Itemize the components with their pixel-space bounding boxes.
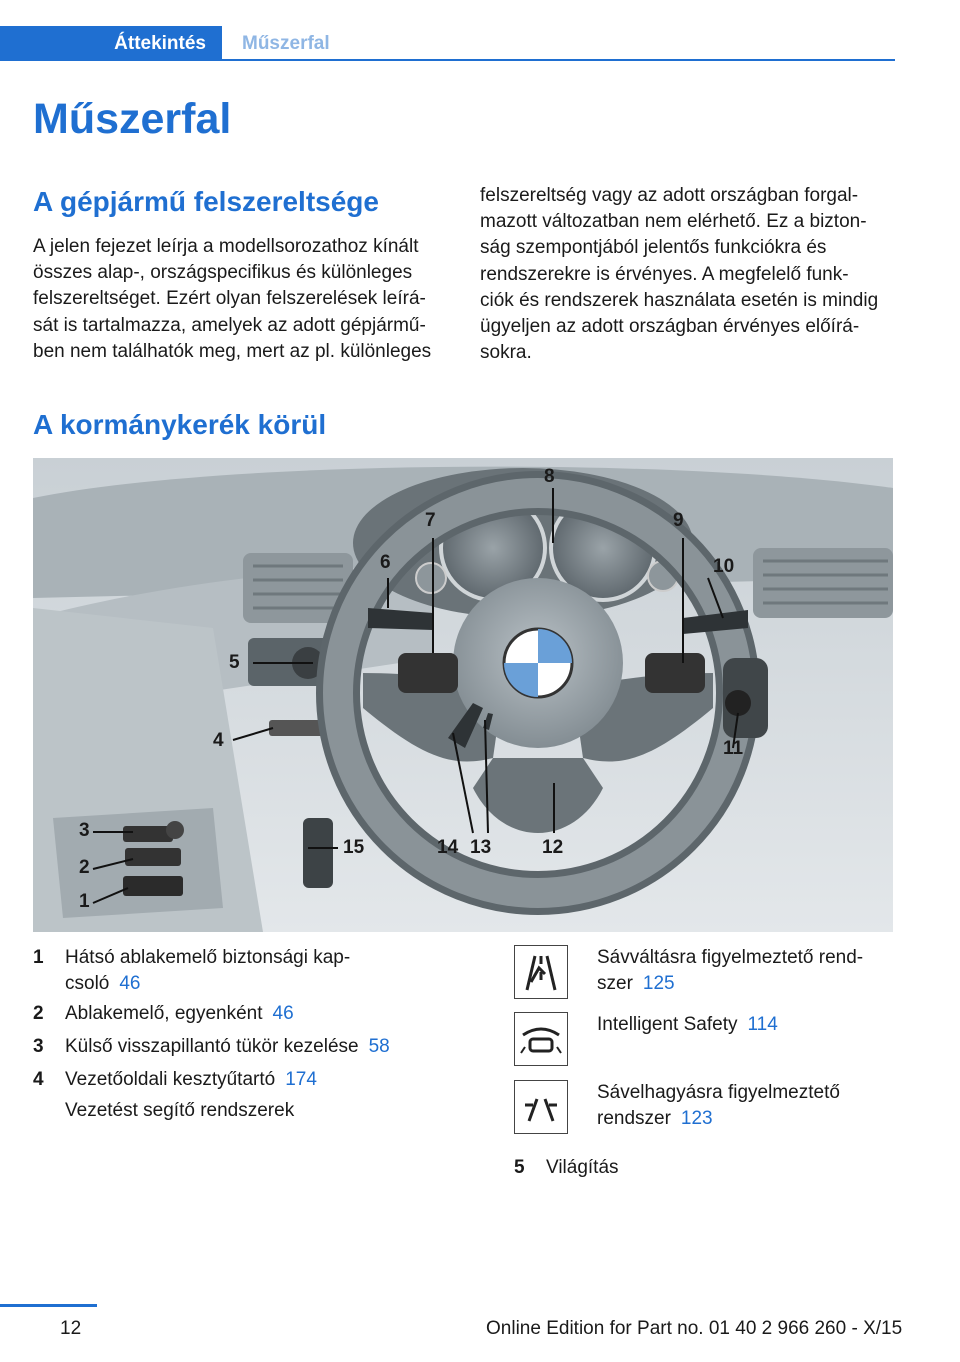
header-rule <box>222 59 895 61</box>
callout-1-label: 3 <box>79 820 90 841</box>
text-line: ben nem találhatók meg, mert az pl. különleges <box>33 340 432 362</box>
tab-dashboard[interactable]: Műszerfal <box>242 33 330 54</box>
text-line: sát is tartalmazza, amelyek az adott gépjármű‐ <box>33 314 426 336</box>
callout-3-label: 1 <box>79 891 90 912</box>
intro-left-column <box>33 234 463 365</box>
item-line: rendszer <box>597 1108 671 1129</box>
text-line: sokra. <box>480 342 532 364</box>
item-line: Külső visszapillantó tükör kezelése <box>65 1036 359 1057</box>
item-text <box>597 1012 887 1038</box>
page-reference-link[interactable]: 58 <box>368 1036 390 1057</box>
item-number: 5 <box>514 1157 525 1178</box>
item-line: Sávváltásra figyelmeztető rend‐ <box>597 947 864 968</box>
item-number: 2 <box>33 1003 44 1024</box>
callout-2-label: 2 <box>79 857 90 878</box>
legend-left-list <box>33 945 453 1145</box>
intelligent-safety-icon <box>514 1012 568 1066</box>
item-line: Ablakemelő, egyenként <box>65 1003 263 1024</box>
callout-5-label: 5 <box>229 652 240 673</box>
item-text <box>597 945 887 997</box>
list-item <box>514 945 894 1001</box>
list-item <box>514 1012 894 1068</box>
item-text: Vezetést segítő rendszerek <box>65 1100 295 1121</box>
item-text <box>65 1034 455 1060</box>
page-reference-link[interactable]: 46 <box>272 1003 294 1024</box>
text-line: mazott változatban nem elérhető. Ez a bizton‐ <box>480 211 867 233</box>
steering-wheel-illustration <box>33 458 893 932</box>
page-reference-link[interactable]: 174 <box>285 1069 317 1090</box>
item-text <box>65 1067 445 1093</box>
item-number: 1 <box>33 947 44 968</box>
lane-change-warning-icon <box>514 945 568 999</box>
list-item <box>33 945 453 997</box>
page-reference-link[interactable]: 123 <box>680 1108 713 1129</box>
text-line: felszereltség vagy az adott országban forgal‐ <box>480 185 859 206</box>
callout-8-label: 8 <box>544 466 555 487</box>
text-line: A jelen fejezet leírja a modellsorozathoz kínált <box>33 236 419 257</box>
page-reference-link[interactable]: 114 <box>747 1014 778 1035</box>
callout-layer <box>33 458 893 932</box>
text-line: rendszerekre is érvényes. A megfelelő funk‐ <box>480 263 849 285</box>
lane-departure-warning-icon <box>514 1080 568 1134</box>
page-title: Műszerfal <box>33 95 232 143</box>
callout-7-label: 7 <box>425 510 436 531</box>
callout-6-label: 6 <box>380 552 391 573</box>
item-number: 3 <box>33 1036 44 1057</box>
item-number: 4 <box>33 1069 44 1090</box>
item-line: Hátsó ablakemelő biztonsági kap‐ <box>65 947 351 968</box>
header-tab-bar <box>0 26 895 61</box>
item-text <box>65 945 385 997</box>
item-line: csoló <box>65 973 110 994</box>
tab-overview[interactable]: Áttekintés <box>0 26 222 61</box>
item-text <box>65 1001 445 1027</box>
list-item <box>33 1034 453 1060</box>
list-item <box>33 1001 453 1027</box>
legend-right-list <box>514 945 894 1185</box>
item-line: szer <box>597 973 633 994</box>
item-line: Vezetőoldali kesztyűtartó <box>65 1069 276 1090</box>
edition-note: Online Edition for Part no. 01 40 2 966 260 - X/15 <box>486 1318 903 1339</box>
page-reference-link[interactable]: 125 <box>642 973 675 994</box>
callout-15-label: 15 <box>343 837 365 858</box>
list-item <box>514 1080 894 1136</box>
text-line: ciók és rendszerek használata esetén is mindig <box>480 289 879 311</box>
callout-11-label: 11 <box>723 738 744 759</box>
text-line: felszereltséget. Ezért olyan felszerelések leírá‐ <box>33 288 426 310</box>
section-title-steering-wheel: A kormánykerék körül <box>33 409 327 440</box>
item-line: Intelligent Safety <box>597 1014 738 1035</box>
footer-rule <box>0 1304 97 1307</box>
item-text: Világítás <box>546 1157 619 1178</box>
list-item <box>514 1155 894 1181</box>
page-number: 12 <box>60 1318 82 1339</box>
intro-right-column <box>480 183 910 366</box>
callout-10-label: 10 <box>713 556 735 577</box>
text-line: ügyeljen az adott országban érvényes előírá‐ <box>480 316 860 338</box>
callout-4-label: 4 <box>213 730 224 751</box>
callout-14-label: 14 <box>437 837 459 858</box>
section-title-equipment: A gépjármű felszereltsége <box>33 186 379 217</box>
item-text <box>597 1080 887 1132</box>
callout-9-label: 9 <box>673 510 684 531</box>
list-item <box>33 1098 453 1124</box>
callout-12-label: 12 <box>542 837 564 858</box>
item-line: Sávelhagyásra figyelmeztető <box>597 1082 840 1103</box>
text-line: összes alap-, országspecifikus és különleges <box>33 262 413 284</box>
list-item <box>33 1067 453 1093</box>
page-reference-link[interactable]: 46 <box>119 973 141 994</box>
text-line: ság szempontjából jelentős funkciókra és <box>480 237 827 259</box>
callout-13-label: 13 <box>470 837 492 858</box>
